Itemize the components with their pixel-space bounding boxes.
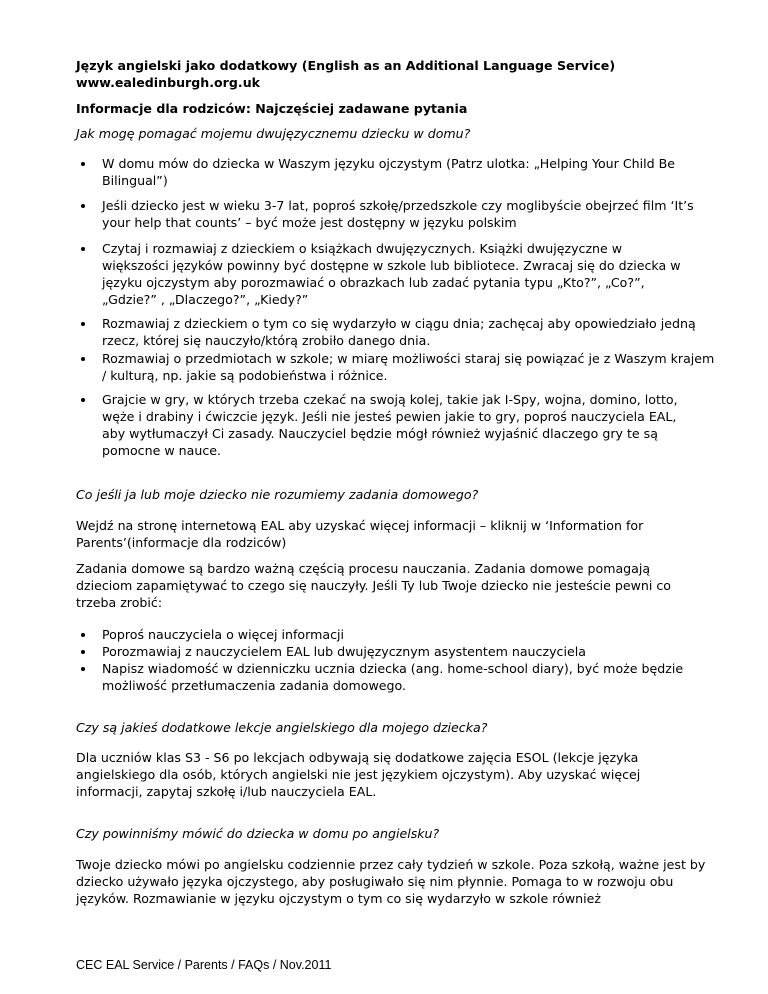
paragraph-homework: Zadania domowe są bardzo ważną częścią procesu nauczania. Zadania domowe pomagają dzieciom zapamiętywać to czego się nauczyły. Jeśli Ty lub Twoje dziecko nie jesteście pewni co trzeba zrobić:: [76, 561, 671, 610]
paragraph-english-at-home: Twoje dziecko mówi po angielsku codziennie przez cały tydzień w szkole. Poza szkołą, ważne jest by dziecko używało języka ojczystego, aby posługiwało się nim płynnie. Pomaga to w rozwoju obu języków. Rozmawianie w języku ojczystym o tym co się wydarzyło w szkole również: [76, 857, 706, 906]
list-item: Jeśli dziecko jest w wieku 3-7 lat, poproś szkołę/przedszkole czy moglibyście obejrzeć film ‘It’s your help that counts’ – być może jest dostępny w języku polskim: [76, 197, 716, 231]
service-title: Język angielski jako dodatkowy (English as an Additional Language Service): [76, 58, 616, 73]
list-item: Poproś nauczyciela o więcej informacji: [76, 626, 716, 643]
list-item: Napisz wiadomość w dzienniczku ucznia dziecka (ang. home-school diary), być może będzie możliwość przetłumaczenia zadania domowego.: [76, 660, 702, 694]
page-footer: CEC EAL Service / Parents / FAQs / Nov.2011: [76, 958, 332, 972]
list-item: W domu mów do dziecka w Waszym języku ojczystym (Patrz ulotka: „Helping Your Child Be Bilingual”): [76, 155, 716, 189]
list-item: Grajcie w gry, w których trzeba czekać na swoją kolej, takie jak I-Spy, wojna, domino, lotto, węże i drabiny i ćwiczcie język. Jeśli nie jesteś pewien jakie to gry, poproś nauczyciela EAL, aby wytłumaczył Ci zasady. Nauczyciel będzie mógł również wyjaśnić dlaczego gry te są pomocne w nauce.: [76, 391, 702, 459]
list-item: Rozmawiaj o przedmiotach w szkole; w miarę możliwości staraj się powiązać je z Waszym krajem / kulturą, np. jakie są podobieństwa i różnice.: [76, 350, 716, 384]
list-item: Czytaj i rozmawiaj z dzieckiem o książkach dwujęzycznych. Książki dwujęzyczne w większości języków powinny być dostępne w szkole lub bibliotece. Zwracaj się do dziecka w języku ojczystym aby porozmawiać o obrazkach lub zadać pytania typu „Kto?”, „Co?”, „Gdzie?” , „Dlaczego?”, „Kiedy?”: [76, 240, 692, 308]
website-url[interactable]: www.ealedinburgh.org.uk: [76, 75, 261, 90]
document-subtitle: Informacje dla rodziców: Najczęściej zadawane pytania: [76, 101, 468, 116]
list-item: Rozmawiaj z dzieckiem o tym co się wydarzyło w ciągu dnia; zachęcaj aby opowiedziało jedną rzecz, której się nauczyło/którą zrobiło danego dnia.: [76, 315, 716, 349]
question-1: Jak mogę pomagać mojemu dwujęzycznemu dziecku w domu?: [76, 126, 471, 141]
list-item: Porozmawiaj z nauczycielem EAL lub dwujęzycznym asystentem nauczyciela: [76, 643, 716, 660]
question-2: Co jeśli ja lub moje dziecko nie rozumiemy zadania domowego?: [76, 487, 479, 502]
question-4: Czy powinniśmy mówić do dziecka w domu po angielsku?: [76, 826, 440, 841]
paragraph-ean-website: Wejdź na stronę internetową EAL aby uzyskać więcej informacji – kliknij w ‘Information for Parents’(informacje dla rodziców): [76, 518, 644, 550]
question-3: Czy są jakieś dodatkowe lekcje angielskiego dla mojego dziecka?: [76, 720, 488, 735]
paragraph-esol: Dla uczniów klas S3 - S6 po lekcjach odbywają się dodatkowe zajęcia ESOL (lekcje języka angielskiego dla osób, których angielski nie jest językiem ojczystym). Aby uzyskać więcej informacji, zapytaj szkołę i/lub nauczyciela EAL.: [76, 750, 641, 799]
